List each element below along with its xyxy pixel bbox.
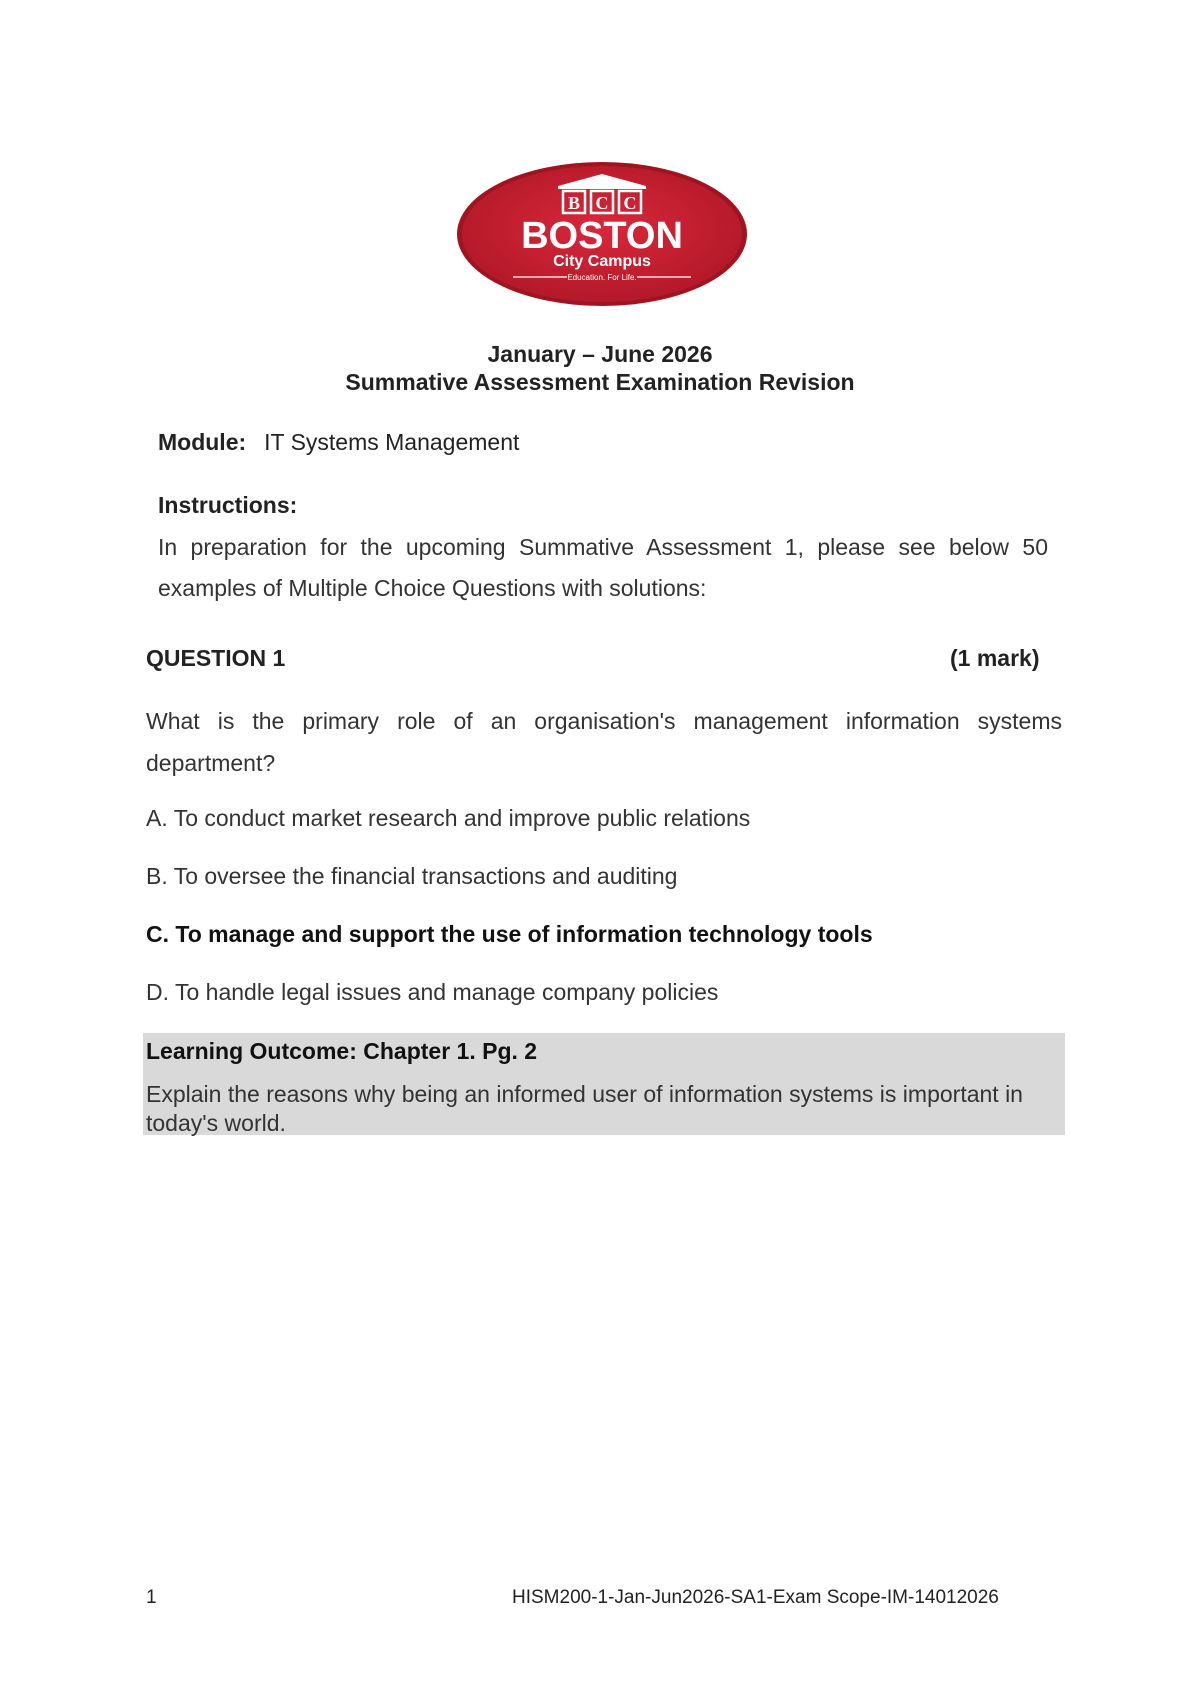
boston-city-campus-logo	[455, 160, 749, 308]
module-value: IT Systems Management	[264, 429, 520, 455]
svg-text:C: C	[623, 193, 637, 213]
learning-outcome-title: Learning Outcome: Chapter 1. Pg. 2	[146, 1038, 538, 1064]
module-line	[158, 429, 519, 456]
instructions-label: Instructions:	[158, 492, 298, 518]
learning-outcome-box	[143, 1033, 1065, 1135]
instructions-text: In preparation for the upcoming Summative Assessment 1, please see below 50 examples of Multiple Choice Questions with solutions:	[158, 534, 1048, 601]
question-text: What is the primary role of an organisation's management information systems department?	[146, 708, 1062, 776]
svg-text:B: B	[567, 193, 581, 213]
svg-text:City Campus: City Campus	[553, 253, 651, 270]
learning-outcome-text: Explain the reasons why being an informed user of information systems is important in today's world.	[146, 1081, 1023, 1136]
svg-text:Education. For Life.: Education. For Life.	[567, 273, 637, 282]
exam-period: January – June 2026	[487, 341, 713, 367]
question-marks: (1 mark)	[950, 645, 1040, 671]
svg-text:BOSTON: BOSTON	[521, 215, 683, 257]
document-reference: HISM200-1-Jan-Jun2026-SA1-Exam Scope-IM-14012026	[512, 1587, 999, 1608]
page-number: 1	[146, 1587, 157, 1608]
document-title: Summative Assessment Examination Revision	[345, 369, 855, 395]
svg-text:C: C	[595, 193, 609, 213]
option-b: B. To oversee the financial transactions and auditing	[146, 863, 678, 889]
option-a: A. To conduct market research and improve public relations	[146, 805, 751, 831]
question-title: QUESTION 1	[146, 645, 286, 671]
option-c-correct-answer: C. To manage and support the use of information technology tools	[146, 921, 873, 947]
option-d: D. To handle legal issues and manage company policies	[146, 979, 719, 1005]
module-label: Module:	[158, 429, 247, 455]
